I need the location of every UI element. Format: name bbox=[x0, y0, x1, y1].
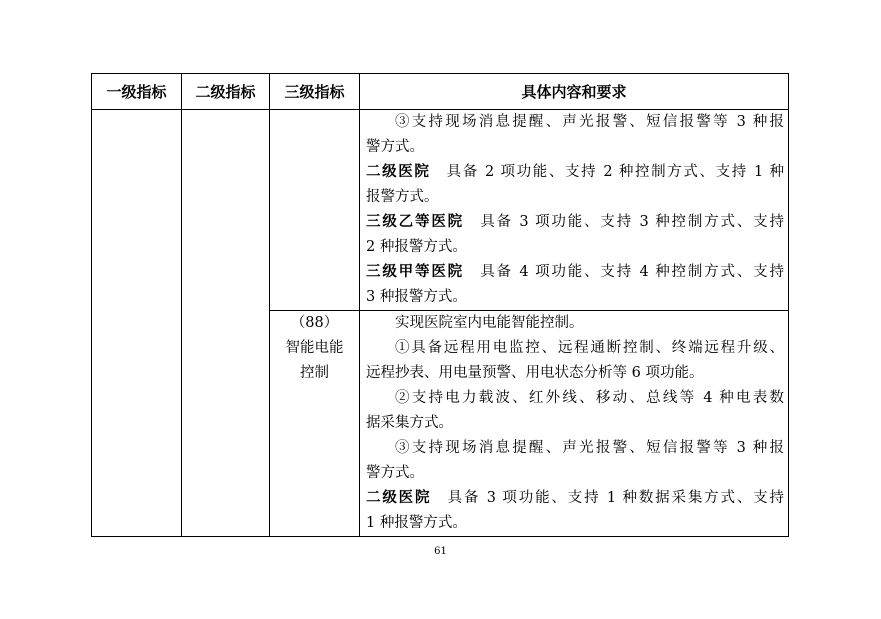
content-line: 二级医院 具备 2 项功能、支持 2 种控制方式、支持 1 种 bbox=[366, 164, 784, 180]
grade-label: 二级医院 bbox=[366, 164, 431, 180]
column-divider bbox=[269, 74, 270, 536]
indicator-table bbox=[91, 73, 789, 537]
content-line: 三级甲等医院 具备 4 项功能、支持 4 种控制方式、支持 bbox=[366, 264, 785, 280]
content-line: 3 种报警方式。 bbox=[366, 289, 467, 305]
header-level3: 三级指标 bbox=[284, 83, 345, 101]
content-line: 警方式。 bbox=[366, 139, 424, 155]
content-line: 二级医院 具备 3 项功能、支持 1 种数据采集方式、支持 bbox=[366, 490, 784, 506]
column-divider bbox=[359, 74, 360, 536]
content-line: 1 种报警方式。 bbox=[366, 515, 467, 531]
header-content: 具体内容和要求 bbox=[521, 83, 627, 101]
column-divider bbox=[181, 74, 182, 536]
content-line: ②支持电力载波、红外线、移动、总线等 4 种电表数 bbox=[395, 390, 784, 406]
content-line: 据采集方式。 bbox=[366, 415, 453, 431]
row2-content bbox=[366, 311, 784, 536]
content-line: ③支持现场消息提醒、声光报警、短信报警等 3 种报 bbox=[395, 440, 784, 456]
content-line: 三级乙等医院 具备 3 项功能、支持 3 种控制方式、支持 bbox=[366, 214, 785, 230]
content-line: 报警方式。 bbox=[366, 189, 439, 205]
grade-label: 三级甲等医院 bbox=[366, 264, 464, 280]
header-level1: 一级指标 bbox=[106, 83, 167, 101]
level3-line: 智能电能 bbox=[285, 340, 344, 356]
page-number: 61 bbox=[434, 546, 447, 557]
content-line: ①具备远程用电监控、远程通断控制、终端远程升级、 bbox=[395, 340, 784, 356]
row1-content bbox=[366, 110, 784, 310]
grade-label: 三级乙等医院 bbox=[366, 214, 464, 230]
content-line: 2 种报警方式。 bbox=[366, 239, 467, 255]
content-line: 远程抄表、用电量预警、用电状态分析等 6 项功能。 bbox=[366, 365, 704, 381]
content-line: 实现医院室内电能智能控制。 bbox=[395, 315, 584, 331]
level3-line: （88） bbox=[290, 315, 339, 331]
content-line: ③支持现场消息提醒、声光报警、短信报警等 3 种报 bbox=[395, 114, 784, 130]
grade-label: 二级医院 bbox=[366, 490, 432, 506]
row2-level3 bbox=[270, 311, 359, 386]
level3-line: 控制 bbox=[300, 365, 329, 381]
header-level2: 二级指标 bbox=[195, 83, 256, 101]
content-line: 警方式。 bbox=[366, 465, 424, 481]
